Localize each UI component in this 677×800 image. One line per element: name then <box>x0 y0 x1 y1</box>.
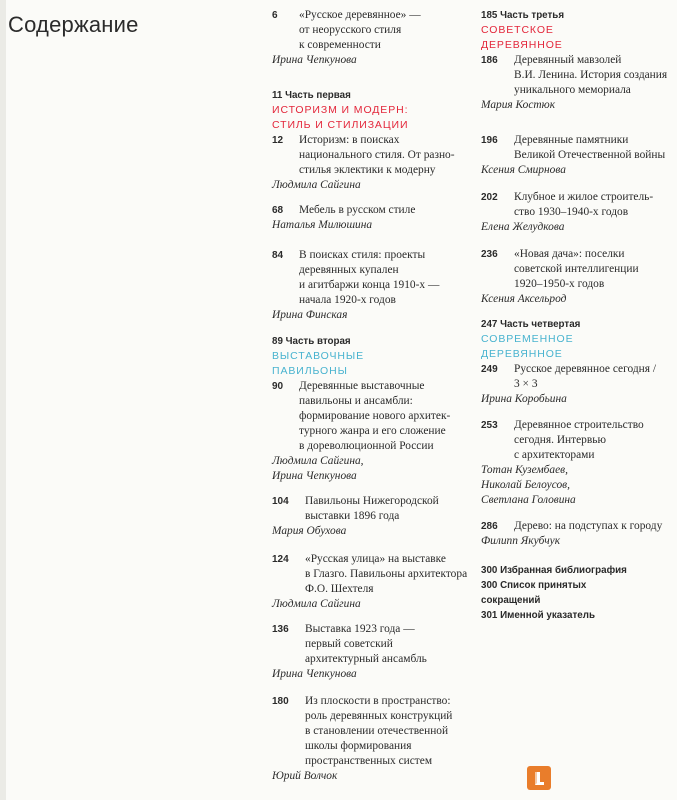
entry-title: Мебель в русском стиле <box>299 204 416 216</box>
toc-entry[interactable] <box>272 694 472 784</box>
page-number: 136 <box>272 624 289 635</box>
entry-author: Людмила Сайгина <box>272 598 361 610</box>
page-number: 90 <box>272 381 284 392</box>
toc-entry[interactable] <box>481 53 677 113</box>
entry-author: Мария Обухова <box>272 525 347 537</box>
entry-title: Павильоны Нижегородской выставки 1896 года <box>305 495 439 522</box>
toc-entry[interactable] <box>481 362 677 407</box>
page-number: 6 <box>272 10 278 21</box>
entry-author: Ирина Финская <box>272 309 348 321</box>
part-title: СОВРЕМЕННОЕ ДЕРЕВЯННОЕ <box>481 333 574 360</box>
part-title: СОВЕТСКОЕ ДЕРЕВЯННОЕ <box>481 24 563 51</box>
toc-entry[interactable] <box>481 418 677 508</box>
entry-title: Из плоскости в пространство: роль деревянных конструкций в становлении отечественной школы формирования пространственных систем <box>305 695 453 767</box>
entry-title: Выставка 1923 года — первый советский архитектурный ансамбль <box>305 623 427 665</box>
part-label: 89 Часть вторая <box>272 336 351 347</box>
part-label: 185 Часть третья <box>481 10 565 21</box>
part-two-heading[interactable] <box>272 334 472 379</box>
page-number: 196 <box>481 135 498 146</box>
entry-title: В поисках стиля: проекты деревянных купален и агитбаржи конца 1910-х — начала 1920-х годов <box>299 249 440 306</box>
entry-author: Юрий Волчок <box>272 770 338 782</box>
toc-entry[interactable] <box>481 133 677 178</box>
entry-title: «Русская улица» на выставке в Глазго. Павильоны архитектора Ф.О. Шехтеля <box>305 553 468 595</box>
toc-column-left <box>272 8 472 782</box>
page-number: 104 <box>272 496 289 507</box>
part-one-heading[interactable] <box>272 88 472 133</box>
toc-entry[interactable] <box>481 519 677 549</box>
page-number: 84 <box>272 250 284 261</box>
entry-author: Людмила Сайгина <box>272 179 361 191</box>
part-title: ИСТОРИЗМ И МОДЕРН: СТИЛЬ И СТИЛИЗАЦИИ <box>272 104 409 131</box>
entry-author: Ксения Аксельрод <box>481 293 567 305</box>
toc-entry[interactable] <box>272 379 472 484</box>
publisher-logo-icon <box>527 766 551 790</box>
page-edge <box>0 0 6 800</box>
part-three-heading[interactable] <box>481 8 677 53</box>
page-number: 180 <box>272 696 289 707</box>
back-matter-list[interactable]: 300 Избранная библиография 300 Список принятых сокращений 301 Именной указатель <box>481 565 627 621</box>
page-number: 124 <box>272 554 289 565</box>
page-number: 186 <box>481 55 498 66</box>
entry-title: Деревянные памятники Великой Отечественной войны <box>514 134 666 161</box>
page-number: 249 <box>481 364 498 375</box>
page-number: 68 <box>272 205 284 216</box>
page-number: 236 <box>481 249 498 260</box>
part-title: ВЫСТАВОЧНЫЕ ПАВИЛЬОНЫ <box>272 350 364 377</box>
toc-entry[interactable] <box>272 203 472 233</box>
page-number: 12 <box>272 135 284 146</box>
toc-entry[interactable] <box>272 622 472 682</box>
entry-author: Ксения Смирнова <box>481 164 566 176</box>
entry-author: Елена Желудкова <box>481 221 565 233</box>
entry-author: Мария Костюк <box>481 99 556 111</box>
entry-title: Дерево: на подступах к городу <box>514 520 663 532</box>
entry-title: Клубное и жилое строитель- ство 1930–1940-х годов <box>514 191 654 218</box>
entry-author: Наталья Милюшина <box>272 219 373 231</box>
entry-author: Ирина Чепкунова <box>272 668 357 680</box>
entry-author: Ирина Коробьина <box>481 393 567 405</box>
toc-entry[interactable] <box>481 247 677 307</box>
toc-entry[interactable] <box>272 133 472 193</box>
toc-entry[interactable] <box>481 190 677 235</box>
toc-entry[interactable] <box>272 248 472 323</box>
toc-entry[interactable] <box>272 552 472 612</box>
entry-title: Русское деревянное сегодня / 3 × 3 <box>514 363 656 390</box>
entry-title: Деревянное строительство сегодня. Интервью с архитекторами <box>514 419 644 461</box>
entry-title: Историзм: в поисках национального стиля. От разно- стилья эклектики к модерну <box>299 134 455 176</box>
toc-entry[interactable] <box>272 8 472 68</box>
toc-entry[interactable] <box>272 494 472 539</box>
page-number: 253 <box>481 420 498 431</box>
page-title: Содержание <box>8 12 139 37</box>
entry-author: Тотан Кузембаев, Николай Белоусов, Светлана Головина <box>481 464 576 506</box>
entry-title: Деревянные выставочные павильоны и ансамбли: формирование нового архитек- турного жанра и его сложение в дореволюционной России <box>299 380 451 452</box>
entry-author: Людмила Сайгина, Ирина Чепкунова <box>272 455 364 482</box>
page-number: 202 <box>481 192 498 203</box>
entry-author: Ирина Чепкунова <box>272 54 357 66</box>
entry-author: Филипп Якубчук <box>481 535 561 547</box>
page-number: 286 <box>481 521 498 532</box>
part-label: 247 Часть четвертая <box>481 319 581 330</box>
entry-title: «Новая дача»: поселки советской интеллигенции 1920–1950-х годов <box>514 248 639 290</box>
part-four-heading[interactable] <box>481 317 677 362</box>
part-label: 11 Часть первая <box>272 90 351 101</box>
entry-title: «Русское деревянное» — от неорусского стиля к современности <box>299 9 421 51</box>
entry-title: Деревянный мавзолей В.И. Ленина. История создания уникального мемориала <box>514 54 668 96</box>
